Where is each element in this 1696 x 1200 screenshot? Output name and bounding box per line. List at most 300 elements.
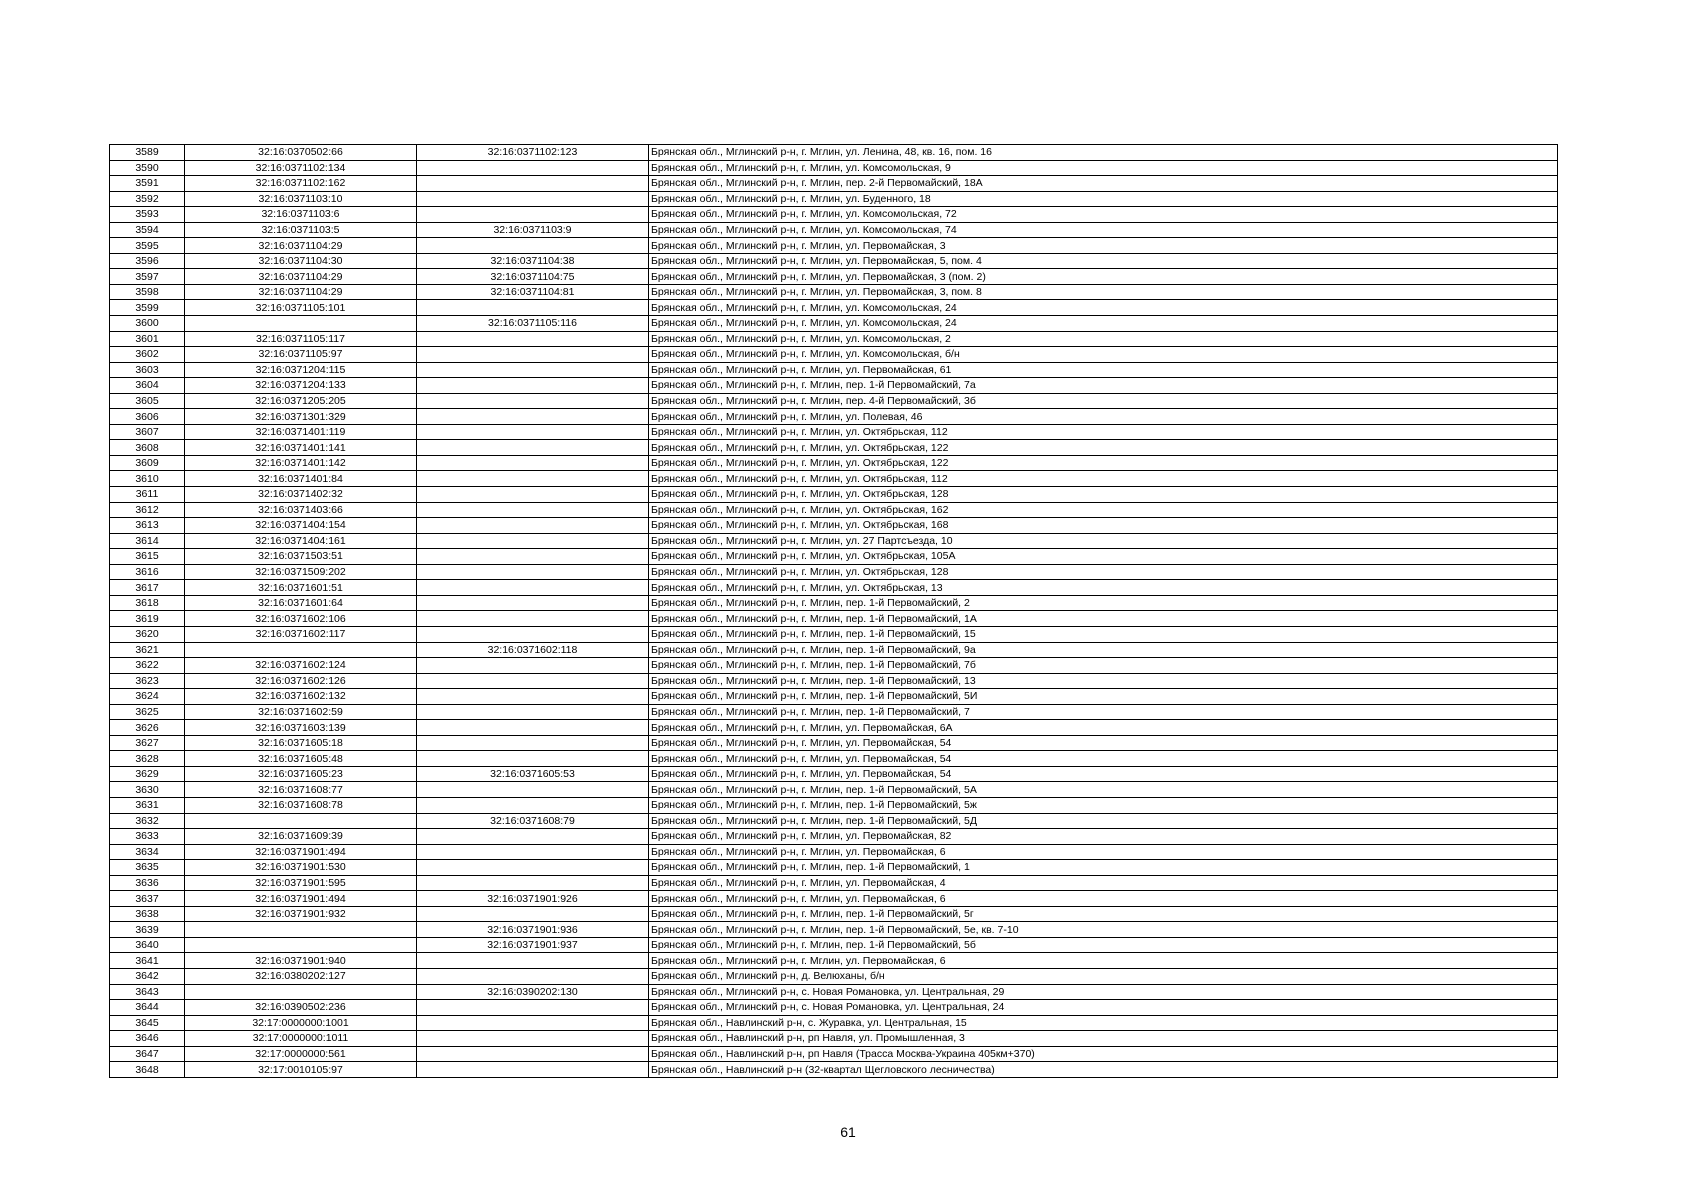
register-table-body (110, 145, 1558, 1078)
related-cadastral-number-cell (417, 968, 649, 984)
address-cell: Брянская обл., Мглинский р-н, г. Мглин, пер. 1-й Первомайский, 7а (649, 378, 1558, 394)
cadastral-number-cell: 32:16:0371608:78 (185, 797, 417, 813)
address-cell: Брянская обл., Мглинский р-н, г. Мглин, ул. Первомайская, 3, пом. 8 (649, 284, 1558, 300)
cadastral-number-cell: 32:16:0371602:106 (185, 611, 417, 627)
table-row (110, 440, 1558, 456)
cadastral-number-cell: 32:16:0371104:29 (185, 238, 417, 254)
table-row (110, 1046, 1558, 1062)
row-number-cell: 3634 (110, 844, 185, 860)
cadastral-number-cell: 32:16:0371605:18 (185, 735, 417, 751)
row-number-cell: 3625 (110, 704, 185, 720)
row-number-cell: 3616 (110, 564, 185, 580)
table-row (110, 424, 1558, 440)
cadastral-number-cell: 32:16:0371404:154 (185, 518, 417, 534)
row-number-cell: 3640 (110, 937, 185, 953)
row-number-cell: 3629 (110, 766, 185, 782)
row-number-cell: 3647 (110, 1046, 185, 1062)
cadastral-number-cell: 32:16:0371104:30 (185, 253, 417, 269)
address-cell: Брянская обл., Мглинский р-н, г. Мглин, ул. Октябрьская, 122 (649, 455, 1558, 471)
address-cell: Брянская обл., Мглинский р-н, г. Мглин, ул. Октябрьская, 128 (649, 564, 1558, 580)
cadastral-number-cell: 32:16:0371404:161 (185, 533, 417, 549)
table-row (110, 1062, 1558, 1078)
table-row (110, 549, 1558, 565)
cadastral-number-cell: 32:16:0371901:530 (185, 860, 417, 876)
address-cell: Брянская обл., Мглинский р-н, г. Мглин, ул. Октябрьская, 105А (649, 549, 1558, 565)
address-cell: Брянская обл., Мглинский р-н, г. Мглин, ул. Октябрьская, 162 (649, 502, 1558, 518)
related-cadastral-number-cell (417, 626, 649, 642)
related-cadastral-number-cell (417, 207, 649, 223)
cadastral-number-cell: 32:16:0371105:97 (185, 347, 417, 363)
cadastral-number-cell: 32:16:0371102:134 (185, 160, 417, 176)
cadastral-number-cell: 32:16:0371901:494 (185, 844, 417, 860)
related-cadastral-number-cell: 32:16:0371104:81 (417, 284, 649, 300)
related-cadastral-number-cell (417, 1000, 649, 1016)
row-number-cell: 3630 (110, 782, 185, 798)
address-cell: Брянская обл., Мглинский р-н, г. Мглин, ул. Первомайская, 6 (649, 953, 1558, 969)
row-number-cell: 3623 (110, 673, 185, 689)
row-number-cell: 3627 (110, 735, 185, 751)
table-row (110, 284, 1558, 300)
row-number-cell: 3642 (110, 968, 185, 984)
table-row (110, 875, 1558, 891)
address-cell: Брянская обл., Мглинский р-н, г. Мглин, ул. Первомайская, 6 (649, 891, 1558, 907)
table-row (110, 378, 1558, 394)
cadastral-number-cell: 32:17:0010105:97 (185, 1062, 417, 1078)
related-cadastral-number-cell: 32:16:0371104:75 (417, 269, 649, 285)
address-cell: Брянская обл., Мглинский р-н, г. Мглин, ул. Октябрьская, 112 (649, 471, 1558, 487)
table-row (110, 844, 1558, 860)
cadastral-number-cell: 32:16:0371608:77 (185, 782, 417, 798)
related-cadastral-number-cell: 32:16:0371602:118 (417, 642, 649, 658)
address-cell: Брянская обл., Мглинский р-н, г. Мглин, ул. Октябрьская, 122 (649, 440, 1558, 456)
related-cadastral-number-cell (417, 471, 649, 487)
row-number-cell: 3596 (110, 253, 185, 269)
related-cadastral-number-cell (417, 1046, 649, 1062)
table-row (110, 533, 1558, 549)
related-cadastral-number-cell (417, 300, 649, 316)
row-number-cell: 3595 (110, 238, 185, 254)
related-cadastral-number-cell: 32:16:0371103:9 (417, 222, 649, 238)
related-cadastral-number-cell (417, 1015, 649, 1031)
table-row (110, 487, 1558, 503)
cadastral-number-cell: 32:16:0371901:494 (185, 891, 417, 907)
cadastral-number-cell: 32:16:0380202:127 (185, 968, 417, 984)
table-row (110, 595, 1558, 611)
row-number-cell: 3603 (110, 362, 185, 378)
table-row (110, 145, 1558, 161)
table-row (110, 191, 1558, 207)
related-cadastral-number-cell: 32:16:0371605:53 (417, 766, 649, 782)
related-cadastral-number-cell (417, 238, 649, 254)
related-cadastral-number-cell (417, 533, 649, 549)
cadastral-number-cell: 32:16:0371301:329 (185, 409, 417, 425)
table-row (110, 238, 1558, 254)
address-cell: Брянская обл., Мглинский р-н, г. Мглин, ул. Первомайская, 54 (649, 766, 1558, 782)
row-number-cell: 3633 (110, 829, 185, 845)
address-cell: Брянская обл., Мглинский р-н, г. Мглин, пер. 1-й Первомайский, 5И (649, 689, 1558, 705)
address-cell: Брянская обл., Мглинский р-н, г. Мглин, ул. Комсомольская, 24 (649, 300, 1558, 316)
table-row (110, 658, 1558, 674)
cadastral-number-cell: 32:17:0000000:561 (185, 1046, 417, 1062)
address-cell: Брянская обл., Мглинский р-н, г. Мглин, ул. Первомайская, 54 (649, 751, 1558, 767)
cadastral-number-cell: 32:16:0390502:236 (185, 1000, 417, 1016)
address-cell: Брянская обл., Мглинский р-н, г. Мглин, пер. 1-й Первомайский, 1А (649, 611, 1558, 627)
row-number-cell: 3643 (110, 984, 185, 1000)
related-cadastral-number-cell (417, 704, 649, 720)
related-cadastral-number-cell (417, 658, 649, 674)
cadastral-number-cell: 32:16:0371103:6 (185, 207, 417, 223)
row-number-cell: 3646 (110, 1031, 185, 1047)
row-number-cell: 3626 (110, 720, 185, 736)
cadastral-number-cell: 32:16:0370502:66 (185, 145, 417, 161)
cadastral-number-cell: 32:16:0371401:119 (185, 424, 417, 440)
table-row (110, 564, 1558, 580)
related-cadastral-number-cell (417, 735, 649, 751)
cadastral-number-cell (185, 642, 417, 658)
row-number-cell: 3597 (110, 269, 185, 285)
related-cadastral-number-cell (417, 580, 649, 596)
table-row (110, 735, 1558, 751)
related-cadastral-number-cell: 32:16:0371105:116 (417, 316, 649, 332)
related-cadastral-number-cell (417, 906, 649, 922)
row-number-cell: 3589 (110, 145, 185, 161)
address-cell: Брянская обл., Мглинский р-н, г. Мглин, ул. Комсомольская, 24 (649, 316, 1558, 332)
related-cadastral-number-cell: 32:16:0371901:936 (417, 922, 649, 938)
address-cell: Брянская обл., Мглинский р-н, г. Мглин, ул. Первомайская, 54 (649, 735, 1558, 751)
address-cell: Брянская обл., Мглинский р-н, г. Мглин, ул. Первомайская, 61 (649, 362, 1558, 378)
related-cadastral-number-cell (417, 1031, 649, 1047)
cadastral-number-cell: 32:16:0371105:117 (185, 331, 417, 347)
table-row (110, 720, 1558, 736)
address-cell: Брянская обл., Мглинский р-н, г. Мглин, пер. 1-й Первомайский, 7б (649, 658, 1558, 674)
address-cell: Брянская обл., Мглинский р-н, г. Мглин, пер. 4-й Первомайский, 3б (649, 393, 1558, 409)
cadastral-number-cell: 32:16:0371901:940 (185, 953, 417, 969)
cadastral-number-cell: 32:16:0371103:5 (185, 222, 417, 238)
row-number-cell: 3632 (110, 813, 185, 829)
cadastral-number-cell: 32:16:0371402:32 (185, 487, 417, 503)
related-cadastral-number-cell (417, 176, 649, 192)
address-cell: Брянская обл., Мглинский р-н, г. Мглин, ул. Буденного, 18 (649, 191, 1558, 207)
cadastral-number-cell: 32:16:0371503:51 (185, 549, 417, 565)
row-number-cell: 3621 (110, 642, 185, 658)
table-row (110, 347, 1558, 363)
address-cell: Брянская обл., Мглинский р-н, г. Мглин, ул. Полевая, 46 (649, 409, 1558, 425)
cadastral-number-cell: 32:16:0371901:595 (185, 875, 417, 891)
row-number-cell: 3624 (110, 689, 185, 705)
table-row (110, 1031, 1558, 1047)
related-cadastral-number-cell (417, 347, 649, 363)
row-number-cell: 3598 (110, 284, 185, 300)
related-cadastral-number-cell (417, 844, 649, 860)
related-cadastral-number-cell: 32:16:0371102:123 (417, 145, 649, 161)
table-row (110, 362, 1558, 378)
cadastral-number-cell: 32:16:0371401:84 (185, 471, 417, 487)
related-cadastral-number-cell (417, 953, 649, 969)
row-number-cell: 3592 (110, 191, 185, 207)
row-number-cell: 3648 (110, 1062, 185, 1078)
related-cadastral-number-cell (417, 440, 649, 456)
cadastral-number-cell: 32:16:0371602:117 (185, 626, 417, 642)
row-number-cell: 3600 (110, 316, 185, 332)
table-row (110, 176, 1558, 192)
cadastral-number-cell: 32:16:0371509:202 (185, 564, 417, 580)
row-number-cell: 3593 (110, 207, 185, 223)
table-row (110, 984, 1558, 1000)
row-number-cell: 3613 (110, 518, 185, 534)
row-number-cell: 3605 (110, 393, 185, 409)
table-row (110, 968, 1558, 984)
table-row (110, 626, 1558, 642)
page-number: 61 (840, 1124, 856, 1140)
related-cadastral-number-cell (417, 378, 649, 394)
row-number-cell: 3611 (110, 487, 185, 503)
address-cell: Брянская обл., Мглинский р-н, г. Мглин, пер. 2-й Первомайский, 18А (649, 176, 1558, 192)
cadastral-number-cell: 32:17:0000000:1011 (185, 1031, 417, 1047)
table-row (110, 704, 1558, 720)
address-cell: Брянская обл., Мглинский р-н, г. Мглин, пер. 1-й Первомайский, 13 (649, 673, 1558, 689)
table-row (110, 797, 1558, 813)
related-cadastral-number-cell (417, 455, 649, 471)
address-cell: Брянская обл., Мглинский р-н, г. Мглин, ул. Комсомольская, 2 (649, 331, 1558, 347)
cadastral-number-cell: 32:16:0371602:126 (185, 673, 417, 689)
address-cell: Брянская обл., Мглинский р-н, г. Мглин, ул. Октябрьская, 13 (649, 580, 1558, 596)
row-number-cell: 3599 (110, 300, 185, 316)
table-row (110, 207, 1558, 223)
related-cadastral-number-cell (417, 549, 649, 565)
related-cadastral-number-cell (417, 564, 649, 580)
cadastral-number-cell: 32:16:0371601:51 (185, 580, 417, 596)
row-number-cell: 3620 (110, 626, 185, 642)
cadastral-number-cell: 32:16:0371603:139 (185, 720, 417, 736)
row-number-cell: 3637 (110, 891, 185, 907)
table-row (110, 673, 1558, 689)
related-cadastral-number-cell (417, 362, 649, 378)
related-cadastral-number-cell: 32:16:0371104:38 (417, 253, 649, 269)
cadastral-number-cell: 32:16:0371204:115 (185, 362, 417, 378)
related-cadastral-number-cell (417, 595, 649, 611)
address-cell: Брянская обл., Мглинский р-н, г. Мглин, пер. 1-й Первомайский, 1 (649, 860, 1558, 876)
table-row (110, 751, 1558, 767)
related-cadastral-number-cell (417, 782, 649, 798)
related-cadastral-number-cell (417, 502, 649, 518)
row-number-cell: 3594 (110, 222, 185, 238)
table-row (110, 518, 1558, 534)
cadastral-number-cell (185, 984, 417, 1000)
address-cell: Брянская обл., Мглинский р-н, г. Мглин, ул. Комсомольская, 9 (649, 160, 1558, 176)
register-table (109, 144, 1558, 1078)
cadastral-number-cell: 32:16:0371602:59 (185, 704, 417, 720)
table-row (110, 642, 1558, 658)
address-cell: Брянская обл., Мглинский р-н, г. Мглин, пер. 1-й Первомайский, 5е, кв. 7-10 (649, 922, 1558, 938)
table-row (110, 160, 1558, 176)
address-cell: Брянская обл., Мглинский р-н, с. Новая Романовка, ул. Центральная, 24 (649, 1000, 1558, 1016)
related-cadastral-number-cell (417, 673, 649, 689)
address-cell: Брянская обл., Мглинский р-н, г. Мглин, ул. Октябрьская, 112 (649, 424, 1558, 440)
address-cell: Брянская обл., Мглинский р-н, г. Мглин, ул. 27 Партсъезда, 10 (649, 533, 1558, 549)
cadastral-number-cell: 32:16:0371602:132 (185, 689, 417, 705)
table-row (110, 689, 1558, 705)
related-cadastral-number-cell (417, 860, 649, 876)
address-cell: Брянская обл., Мглинский р-н, г. Мглин, ул. Комсомольская, б/н (649, 347, 1558, 363)
related-cadastral-number-cell (417, 487, 649, 503)
address-cell: Брянская обл., Мглинский р-н, г. Мглин, пер. 1-й Первомайский, 7 (649, 704, 1558, 720)
table-row (110, 906, 1558, 922)
row-number-cell: 3608 (110, 440, 185, 456)
address-cell: Брянская обл., Навлинский р-н, рп Навля (Трасса Москва-Украина 405км+370) (649, 1046, 1558, 1062)
address-cell: Брянская обл., Мглинский р-н, г. Мглин, ул. Первомайская, 4 (649, 875, 1558, 891)
cadastral-number-cell: 32:16:0371403:66 (185, 502, 417, 518)
table-row (110, 253, 1558, 269)
related-cadastral-number-cell (417, 720, 649, 736)
address-cell: Брянская обл., Мглинский р-н, д. Велюханы, б/н (649, 968, 1558, 984)
cadastral-number-cell: 32:16:0371104:29 (185, 269, 417, 285)
related-cadastral-number-cell (417, 611, 649, 627)
related-cadastral-number-cell (417, 518, 649, 534)
address-cell: Брянская обл., Мглинский р-н, г. Мглин, ул. Первомайская, 3 (649, 238, 1558, 254)
row-number-cell: 3628 (110, 751, 185, 767)
table-row (110, 766, 1558, 782)
table-row (110, 922, 1558, 938)
address-cell: Брянская обл., Мглинский р-н, г. Мглин, пер. 1-й Первомайский, 9а (649, 642, 1558, 658)
cadastral-number-cell: 32:16:0371204:133 (185, 378, 417, 394)
cadastral-number-cell: 32:17:0000000:1001 (185, 1015, 417, 1031)
table-row (110, 937, 1558, 953)
cadastral-number-cell: 32:16:0371605:48 (185, 751, 417, 767)
cadastral-number-cell (185, 813, 417, 829)
row-number-cell: 3614 (110, 533, 185, 549)
related-cadastral-number-cell (417, 751, 649, 767)
row-number-cell: 3638 (110, 906, 185, 922)
row-number-cell: 3619 (110, 611, 185, 627)
table-row (110, 611, 1558, 627)
table-row (110, 471, 1558, 487)
address-cell: Брянская обл., Мглинский р-н, г. Мглин, пер. 1-й Первомайский, 2 (649, 595, 1558, 611)
table-row (110, 393, 1558, 409)
related-cadastral-number-cell: 32:16:0371608:79 (417, 813, 649, 829)
row-number-cell: 3641 (110, 953, 185, 969)
address-cell: Брянская обл., Мглинский р-н, г. Мглин, пер. 1-й Первомайский, 5Д (649, 813, 1558, 829)
related-cadastral-number-cell (417, 160, 649, 176)
address-cell: Брянская обл., Мглинский р-н, с. Новая Романовка, ул. Центральная, 29 (649, 984, 1558, 1000)
row-number-cell: 3636 (110, 875, 185, 891)
address-cell: Брянская обл., Мглинский р-н, г. Мглин, пер. 1-й Первомайский, 5б (649, 937, 1558, 953)
address-cell: Брянская обл., Мглинский р-н, г. Мглин, ул. Октябрьская, 168 (649, 518, 1558, 534)
related-cadastral-number-cell (417, 191, 649, 207)
table-row (110, 409, 1558, 425)
related-cadastral-number-cell: 32:16:0371901:926 (417, 891, 649, 907)
table-row (110, 891, 1558, 907)
table-row (110, 813, 1558, 829)
cadastral-number-cell: 32:16:0371102:162 (185, 176, 417, 192)
table-row (110, 331, 1558, 347)
table-row (110, 269, 1558, 285)
cadastral-number-cell: 32:16:0371104:29 (185, 284, 417, 300)
address-cell: Брянская обл., Мглинский р-н, г. Мглин, ул. Комсомольская, 72 (649, 207, 1558, 223)
cadastral-number-cell: 32:16:0371602:124 (185, 658, 417, 674)
row-number-cell: 3606 (110, 409, 185, 425)
cadastral-number-cell: 32:16:0371105:101 (185, 300, 417, 316)
table-row (110, 782, 1558, 798)
table-row (110, 455, 1558, 471)
table-row (110, 300, 1558, 316)
row-number-cell: 3622 (110, 658, 185, 674)
address-cell: Брянская обл., Мглинский р-н, г. Мглин, ул. Первомайская, 3 (пом. 2) (649, 269, 1558, 285)
table-row (110, 580, 1558, 596)
table-row (110, 829, 1558, 845)
address-cell: Брянская обл., Мглинский р-н, г. Мглин, ул. Ленина, 48, кв. 16, пом. 16 (649, 145, 1558, 161)
address-cell: Брянская обл., Мглинский р-н, г. Мглин, ул. Первомайская, 82 (649, 829, 1558, 845)
address-cell: Брянская обл., Мглинский р-н, г. Мглин, ул. Комсомольская, 74 (649, 222, 1558, 238)
cadastral-number-cell: 32:16:0371205:205 (185, 393, 417, 409)
table-row (110, 316, 1558, 332)
address-cell: Брянская обл., Навлинский р-н (32-квартал Щегловского лесничества) (649, 1062, 1558, 1078)
related-cadastral-number-cell: 32:16:0371901:937 (417, 937, 649, 953)
related-cadastral-number-cell (417, 424, 649, 440)
row-number-cell: 3609 (110, 455, 185, 471)
related-cadastral-number-cell (417, 409, 649, 425)
row-number-cell: 3615 (110, 549, 185, 565)
address-cell: Брянская обл., Навлинский р-н, рп Навля, ул. Промышленная, 3 (649, 1031, 1558, 1047)
table-row (110, 502, 1558, 518)
related-cadastral-number-cell (417, 393, 649, 409)
table-row (110, 1015, 1558, 1031)
related-cadastral-number-cell (417, 829, 649, 845)
cadastral-number-cell: 32:16:0371401:142 (185, 455, 417, 471)
address-cell: Брянская обл., Мглинский р-н, г. Мглин, пер. 1-й Первомайский, 15 (649, 626, 1558, 642)
row-number-cell: 3639 (110, 922, 185, 938)
cadastral-number-cell (185, 937, 417, 953)
table-row (110, 1000, 1558, 1016)
row-number-cell: 3610 (110, 471, 185, 487)
address-cell: Брянская обл., Мглинский р-н, г. Мглин, ул. Первомайская, 6А (649, 720, 1558, 736)
row-number-cell: 3591 (110, 176, 185, 192)
address-cell: Брянская обл., Мглинский р-н, г. Мглин, пер. 1-й Первомайский, 5ж (649, 797, 1558, 813)
table-row (110, 860, 1558, 876)
cadastral-number-cell (185, 316, 417, 332)
row-number-cell: 3590 (110, 160, 185, 176)
row-number-cell: 3612 (110, 502, 185, 518)
row-number-cell: 3602 (110, 347, 185, 363)
address-cell: Брянская обл., Мглинский р-н, г. Мглин, пер. 1-й Первомайский, 5г (649, 906, 1558, 922)
cadastral-number-cell (185, 922, 417, 938)
address-cell: Брянская обл., Навлинский р-н, с. Журавка, ул. Центральная, 15 (649, 1015, 1558, 1031)
related-cadastral-number-cell: 32:16:0390202:130 (417, 984, 649, 1000)
row-number-cell: 3617 (110, 580, 185, 596)
related-cadastral-number-cell (417, 331, 649, 347)
row-number-cell: 3607 (110, 424, 185, 440)
address-cell: Брянская обл., Мглинский р-н, г. Мглин, ул. Первомайская, 6 (649, 844, 1558, 860)
row-number-cell: 3635 (110, 860, 185, 876)
address-cell: Брянская обл., Мглинский р-н, г. Мглин, ул. Первомайская, 5, пом. 4 (649, 253, 1558, 269)
address-cell: Брянская обл., Мглинский р-н, г. Мглин, пер. 1-й Первомайский, 5А (649, 782, 1558, 798)
row-number-cell: 3644 (110, 1000, 185, 1016)
related-cadastral-number-cell (417, 875, 649, 891)
row-number-cell: 3645 (110, 1015, 185, 1031)
cadastral-number-cell: 32:16:0371601:64 (185, 595, 417, 611)
cadastral-number-cell: 32:16:0371103:10 (185, 191, 417, 207)
cadastral-number-cell: 32:16:0371401:141 (185, 440, 417, 456)
cadastral-number-cell: 32:16:0371609:39 (185, 829, 417, 845)
row-number-cell: 3618 (110, 595, 185, 611)
row-number-cell: 3601 (110, 331, 185, 347)
table-row (110, 953, 1558, 969)
row-number-cell: 3604 (110, 378, 185, 394)
related-cadastral-number-cell (417, 797, 649, 813)
cadastral-number-cell: 32:16:0371605:23 (185, 766, 417, 782)
row-number-cell: 3631 (110, 797, 185, 813)
table-row (110, 222, 1558, 238)
related-cadastral-number-cell (417, 1062, 649, 1078)
